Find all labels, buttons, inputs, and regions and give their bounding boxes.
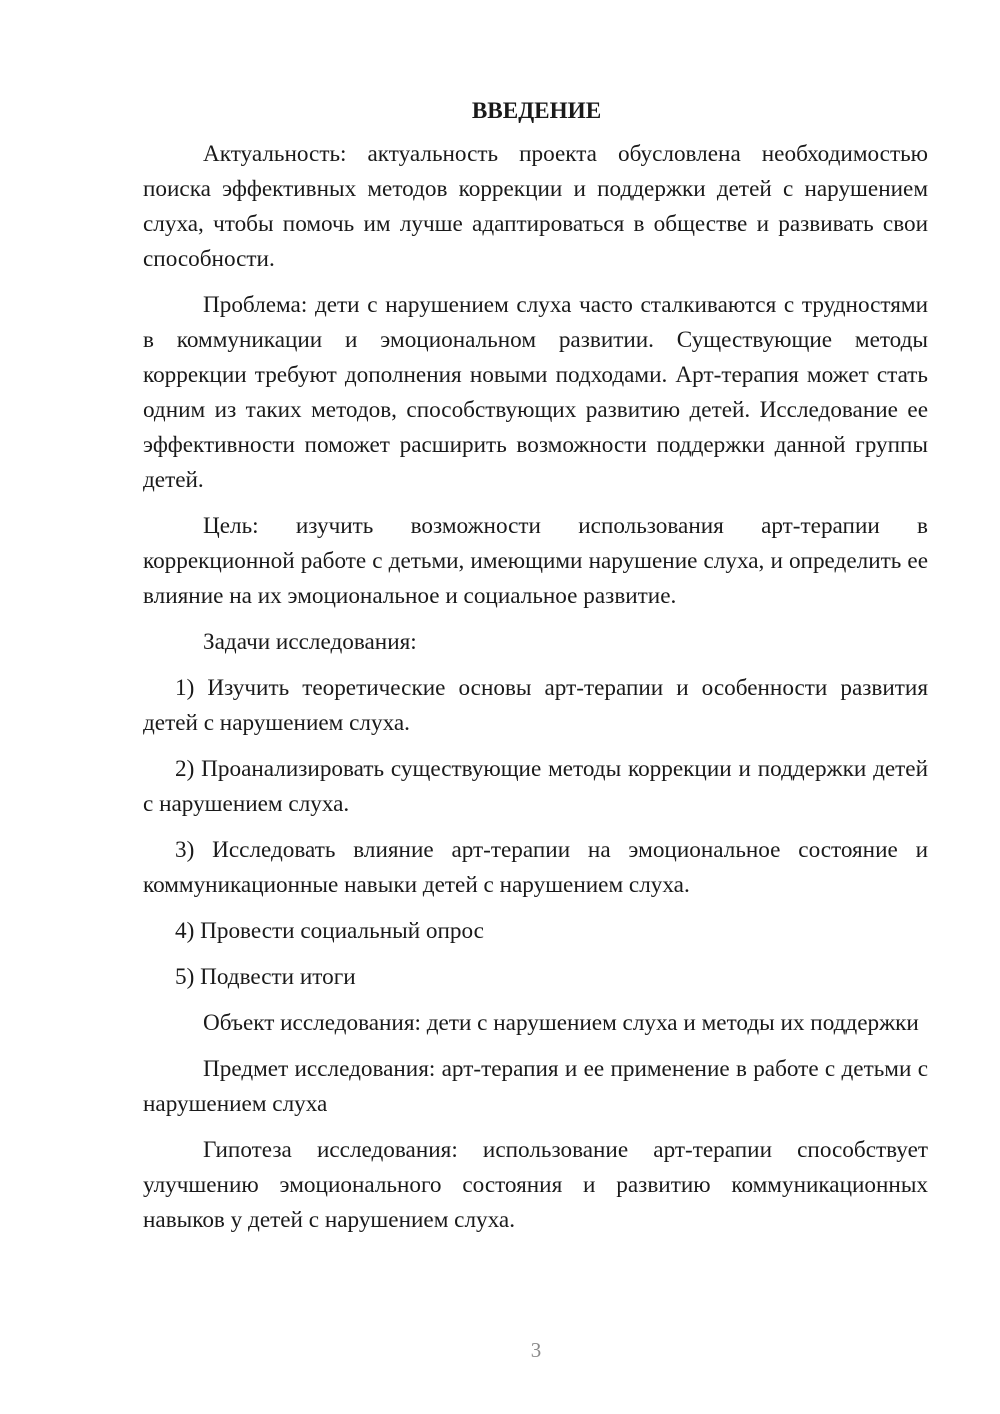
paragraph-object: Объект исследования: дети с нарушением слуха и методы их поддержки [203,1010,919,1036]
page-number: 3 [530,1338,542,1362]
tasks-heading: Задачи исследования: [203,629,417,655]
paragraph-hypothesis: Гипотеза исследования: использование арт-терапии способствует улучшению эмоционального состояния и развитию коммуникационных навыков у детей с нарушением слуха. [143,1137,928,1233]
task-item-3: 3) Исследовать влияние арт-терапии на эмоциональное состояние и коммуникационные навыки детей с нарушением слуха. [143,837,928,898]
paragraph-problem: Проблема: дети с нарушением слуха часто сталкиваются с трудностями в коммуникации и эмоциональном развитии. Существующие методы коррекции требуют дополнения новыми подходами. Арт-терапия может стать одним из таких методов, способствующих развитию детей. Исследование ее эффективности поможет расширить возможности поддержки данной группы детей. [143,292,928,493]
task-item-2: 2) Проанализировать существующие методы коррекции и поддержки детей с нарушением слуха. [143,756,928,817]
section-title: ВВЕДЕНИЕ [471,98,602,124]
paragraph-goal: Цель: изучить возможности использования арт-терапии в коррекционной работе с детьми, имеющими нарушение слуха, и определить ее влияние на их эмоциональное и социальное развитие. [143,513,928,609]
task-item-1: 1) Изучить теоретические основы арт-терапии и особенности развития детей с нарушением слуха. [143,675,928,736]
paragraph-relevance: Актуальность: актуальность проекта обусловлена необходимостью поиска эффективных методов коррекции и поддержки детей с нарушением слуха, чтобы помочь им лучше адаптироваться в обществе и развивать свои способности. [143,141,928,272]
task-item-4: 4) Провести социальный опрос [175,918,484,944]
page-body [143,94,928,1249]
task-item-5: 5) Подвести итоги [175,964,356,990]
paragraph-subject: Предмет исследования: арт-терапия и ее применение в работе с детьми с нарушением слуха [143,1056,928,1117]
